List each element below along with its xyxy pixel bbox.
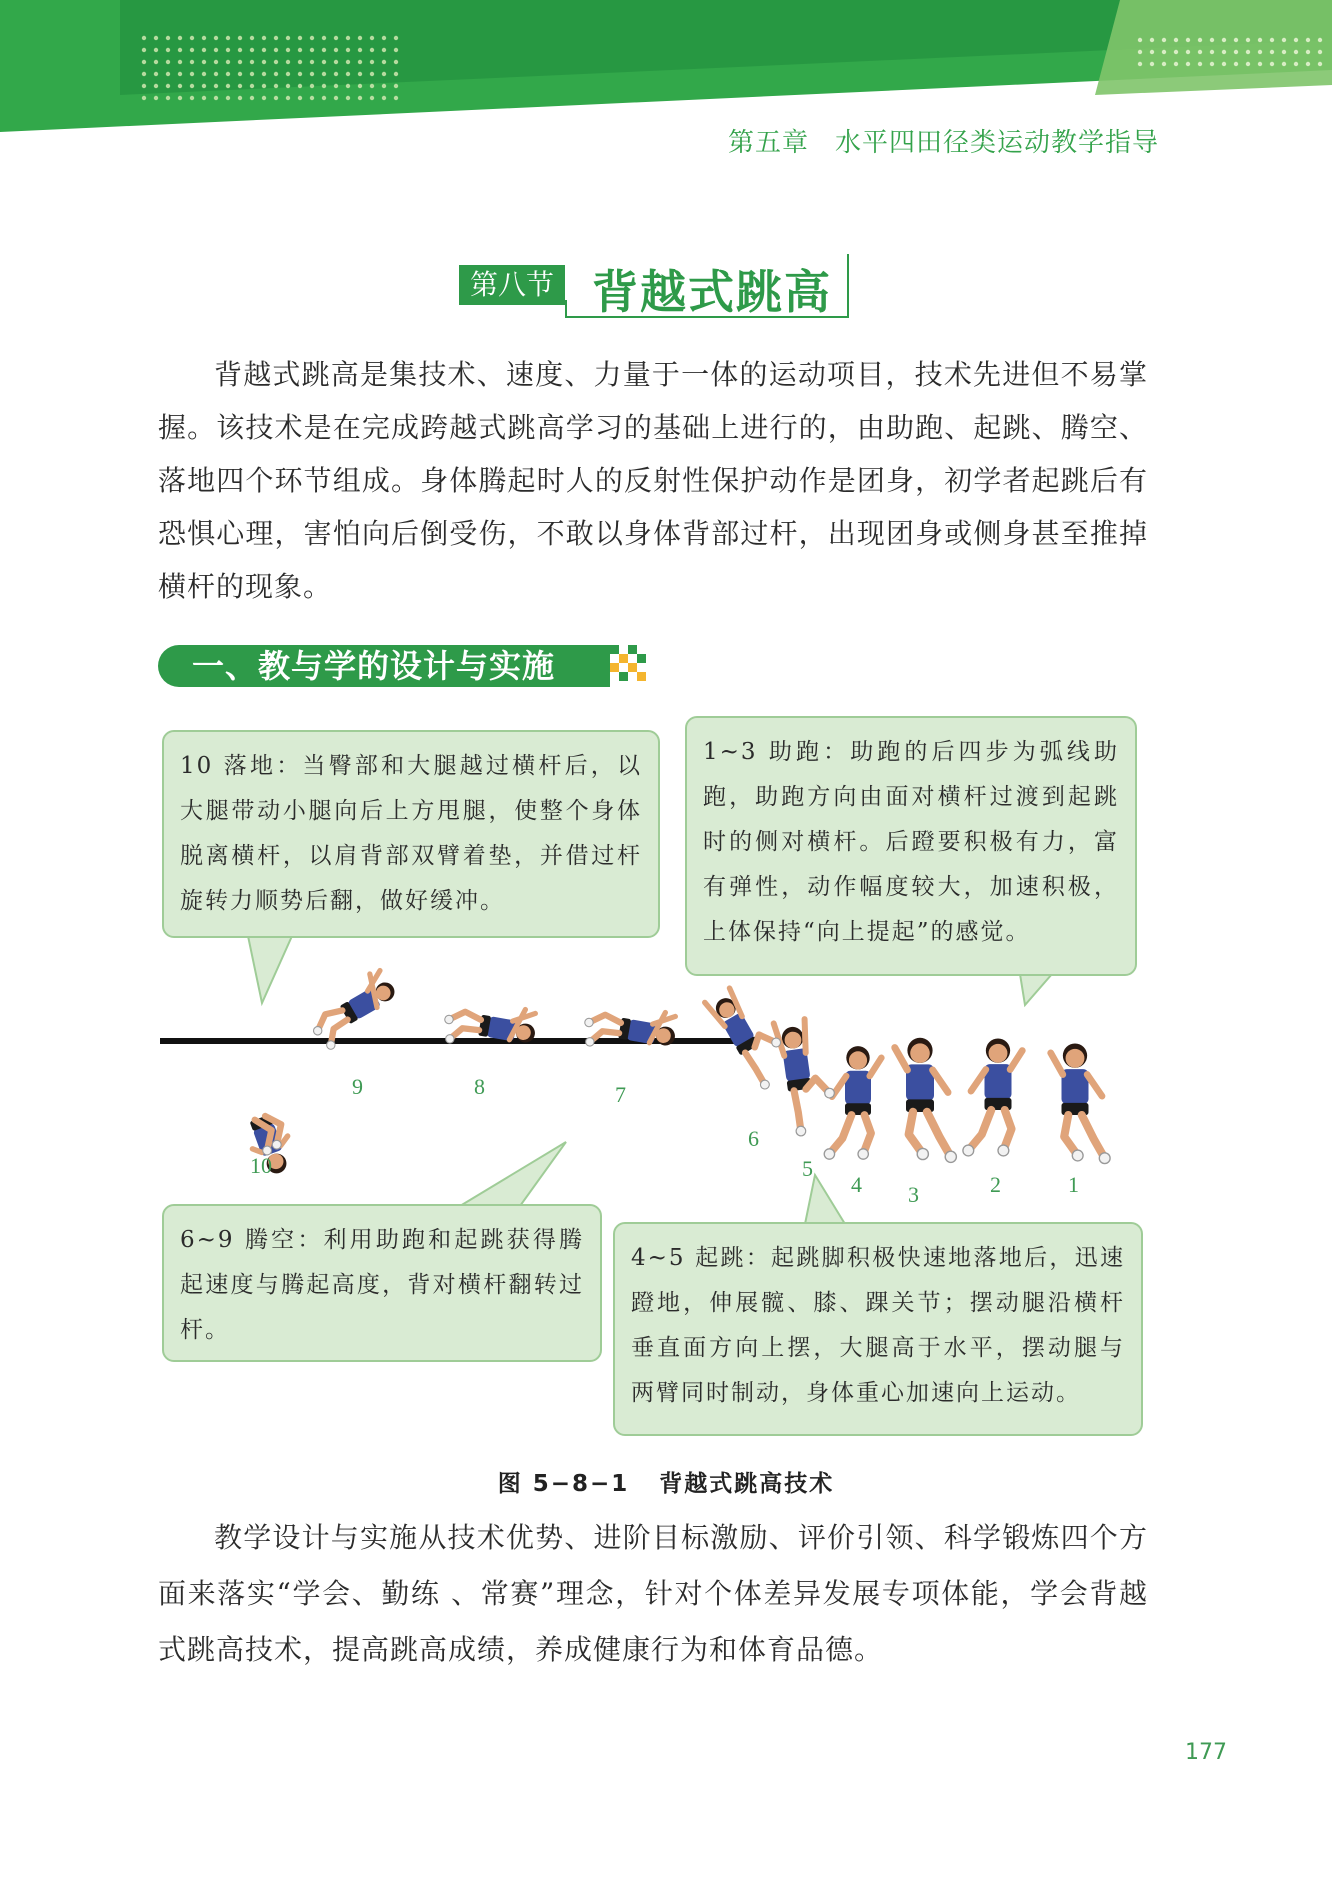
- chapter-label: 第五章: [728, 128, 810, 158]
- step-number-6: 6: [748, 1126, 759, 1151]
- step-number-4: 4: [851, 1172, 862, 1197]
- callout-approach: 1~3 助跑：助跑的后四步为弧线助跑，助跑方向由面对横杆过渡到起跳时的侧对横杆。后蹬要积极有力，富有弹性，动作幅度较大，加速积极，上体保持“向上提起”的感觉。: [685, 716, 1137, 976]
- callout-takeoff: 4~5 起跳：起跳脚积极快速地落地后，迅速蹬地，伸展髋、膝、踝关节；摆动腿沿横杆垂直面方向上摆，大腿高于水平，摆动腿与两臂同时制动，身体重心加速向上运动。: [613, 1222, 1143, 1436]
- athlete-8: [441, 996, 539, 1057]
- step-number-7: 7: [615, 1082, 626, 1107]
- subsection-title: 一、教与学的设计与实施: [192, 647, 556, 685]
- athlete-1: [1051, 1043, 1110, 1163]
- step-number-1: 1: [1068, 1172, 1079, 1197]
- caption-text: 背越式跳高技术: [659, 1471, 835, 1497]
- callout-landing: 10 落地：当臀部和大腿越过横杆后，以大腿带动小腿向后上方甩腿，使整个身体脱离横杆，以肩背部双臂着垫，并借过杆旋转力顺势后翻，做好缓冲。: [162, 730, 660, 938]
- athlete-2: [963, 1038, 1022, 1155]
- step-number-9: 9: [352, 1074, 363, 1099]
- step-number-3: 3: [908, 1182, 919, 1207]
- athlete-7: [581, 999, 679, 1060]
- athlete-3: [895, 1038, 957, 1163]
- section-badge: 第八节: [459, 265, 565, 305]
- step-number-10: 10: [250, 1153, 272, 1178]
- high-jump-sequence-figure: [0, 960, 1332, 1210]
- callout-flight: 6~9 腾空：利用助跑和起跳获得腾起速度与腾起高度，背对横杆翻转过杆。: [162, 1204, 602, 1362]
- section-title: 背越式跳高: [592, 265, 832, 319]
- figure-caption: [0, 1465, 1332, 1498]
- step-number-2: 2: [990, 1172, 1001, 1197]
- step-number-5: 5: [802, 1156, 813, 1181]
- closing-paragraph: 教学设计与实施从技术优势、进阶目标激励、评价引领、科学锻炼四个方面来落实“学会、勤练 、常赛”理念，针对个体差异发展专项体能，学会背越式跳高技术，提高跳高成绩，养成健康行为和体育品德。: [158, 1521, 1148, 1666]
- page-number: 177: [1185, 1740, 1227, 1765]
- athlete-4: [824, 1046, 881, 1159]
- intro-paragraph: 背越式跳高是集技术、速度、力量于一体的运动项目，技术先进但不易掌握。该技术是在完成跨越式跳高学习的基础上进行的，由助跑、起跳、腾空、落地四个环节组成。身体腾起时人的反射性保护动作是团身，初学者起跳后有恐惧心理，害怕向后倒受伤，不敢以身体背部过杆，出现团身或侧身甚至推掉横杆的现象。: [158, 358, 1148, 603]
- caption-number: 图 5−8−1: [497, 1471, 630, 1497]
- athlete-5: [774, 1016, 840, 1137]
- chapter-title: 水平四田径类运动教学指导: [835, 128, 1160, 158]
- step-number-8: 8: [474, 1074, 485, 1099]
